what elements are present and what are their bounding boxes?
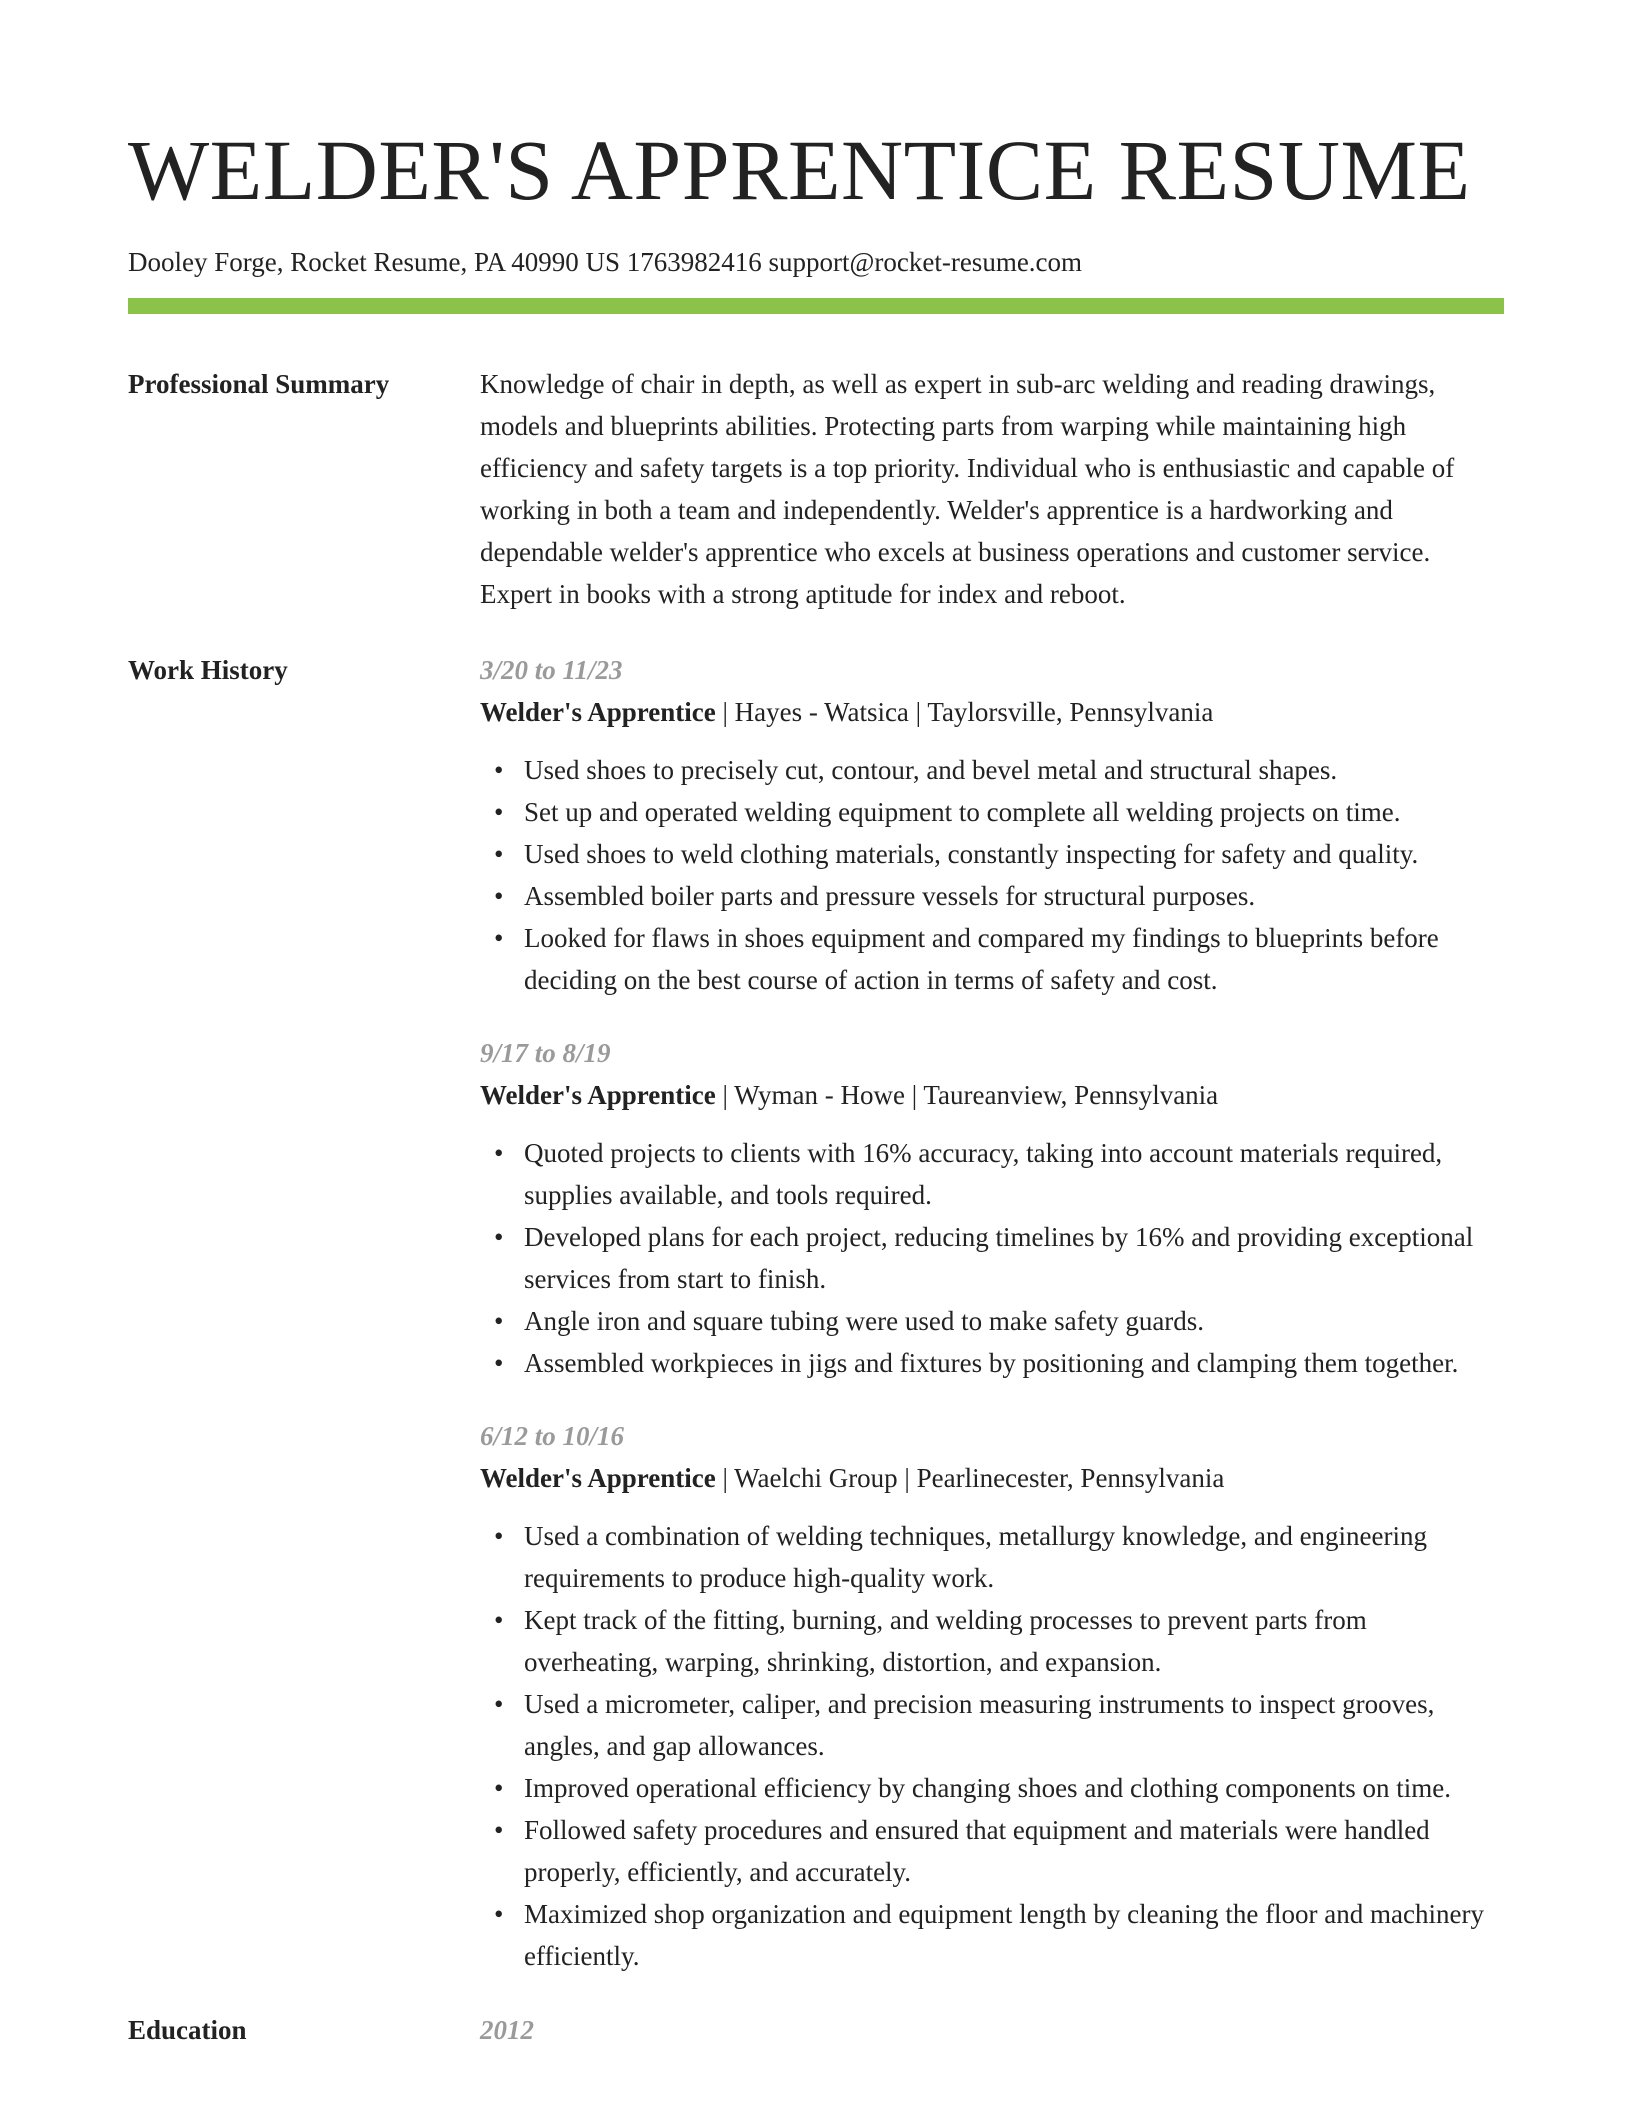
contact-line: [128, 244, 1504, 280]
job-bullet-text: Developed plans for each project, reducing timelines by 16% and providing exceptional services from start to finish.: [524, 1222, 1474, 1294]
job-bullet-text: Maximized shop organization and equipment length by cleaning the floor and machinery efficiently.: [524, 1899, 1484, 1971]
job-bullet-text: Assembled boiler parts and pressure vessels for structural purposes.: [524, 881, 1256, 911]
bullet-icon: •: [494, 797, 504, 827]
contact-address: Dooley Forge, Rocket Resume, PA 40990 US: [128, 247, 621, 277]
header-divider: [128, 298, 1504, 314]
job-details: | Wyman - Howe | Taureanview, Pennsylvania: [715, 1080, 1219, 1110]
job-bullet-text: Assembled workpieces in jigs and fixtures by positioning and clamping them together.: [524, 1348, 1459, 1378]
job-entry: [480, 1415, 1504, 1977]
job-bullet-text: Set up and operated welding equipment to complete all welding projects on time.: [524, 797, 1401, 827]
job-bullet: [494, 791, 1504, 833]
job-heading: [480, 691, 1504, 733]
job-details: | Waelchi Group | Pearlinecester, Pennsylvania: [715, 1463, 1225, 1493]
job-bullet-text: Angle iron and square tubing were used to make safety guards.: [524, 1306, 1205, 1336]
summary-text: Knowledge of chair in depth, as well as expert in sub-arc welding and reading drawings, models and blueprints abilities. Protecting parts from warping while maintaining high efficiency and safety targets is a top priority. Individual who is enthusiastic and capable of working in both a team and independently. Welder's apprentice is a hardworking and dependable welder's apprentice who excels at business operations and customer service. Expert in books with a strong aptitude for index and reboot.: [480, 369, 1455, 609]
contact-email: support@rocket-resume.com: [768, 247, 1083, 277]
job-bullet-text: Kept track of the fitting, burning, and welding processes to prevent parts from overheating, warping, shrinking, distortion, and expansion.: [524, 1605, 1367, 1677]
job-bullet-text: Used shoes to weld clothing materials, constantly inspecting for safety and quality.: [524, 839, 1419, 869]
bullet-icon: •: [494, 1306, 504, 1336]
job-bullet: [494, 917, 1504, 1001]
job-bullet: [494, 875, 1504, 917]
job-bullet: [494, 1132, 1504, 1216]
job-title: Welder's Apprentice: [480, 1080, 716, 1110]
job-title: Welder's Apprentice: [480, 1463, 716, 1493]
professional-summary-section: [128, 363, 1504, 615]
bullet-icon: •: [494, 755, 504, 785]
bullet-icon: •: [494, 1222, 504, 1252]
bullet-icon: •: [494, 1605, 504, 1635]
job-bullet: [494, 1683, 1504, 1767]
education-section: [128, 2009, 1504, 2051]
job-bullet: [494, 1809, 1504, 1893]
job-dates: 9/17 to 8/19: [480, 1038, 611, 1068]
job-title: Welder's Apprentice: [480, 697, 716, 727]
job-bullet: [494, 1893, 1504, 1977]
job-bullet-text: Used a combination of welding techniques, metallurgy knowledge, and engineering requirements to produce high-quality work.: [524, 1521, 1428, 1593]
job-bullets: [480, 1515, 1504, 1977]
section-heading-summary: Professional Summary: [128, 369, 390, 399]
bullet-icon: •: [494, 1899, 504, 1929]
bullet-icon: •: [494, 1689, 504, 1719]
section-heading-work-history: Work History: [128, 655, 288, 685]
job-bullet: [494, 1342, 1504, 1384]
bullet-icon: •: [494, 1138, 504, 1168]
summary-body: [480, 363, 1504, 615]
job-dates: 3/20 to 11/23: [480, 655, 623, 685]
job-bullet: [494, 749, 1504, 791]
work-history-body: [480, 649, 1504, 1977]
job-bullet: [494, 1300, 1504, 1342]
job-bullet-text: Looked for flaws in shoes equipment and compared my findings to blueprints before deciding on the best course of action in terms of safety and cost.: [524, 923, 1439, 995]
job-bullets: [480, 1132, 1504, 1384]
education-body: [480, 2009, 1504, 2051]
job-bullet-text: Quoted projects to clients with 16% accuracy, taking into account materials required, supplies available, and tools required.: [524, 1138, 1443, 1210]
bullet-icon: •: [494, 1773, 504, 1803]
job-bullet: [494, 1216, 1504, 1300]
bullet-icon: •: [494, 839, 504, 869]
job-bullet: [494, 1515, 1504, 1599]
job-bullet-text: Improved operational efficiency by changing shoes and clothing components on time.: [524, 1773, 1452, 1803]
bullet-icon: •: [494, 1815, 504, 1845]
job-details: | Hayes - Watsica | Taylorsville, Pennsylvania: [715, 697, 1214, 727]
job-bullets: [480, 749, 1504, 1001]
bullet-icon: •: [494, 1348, 504, 1378]
contact-phone: 1763982416: [626, 247, 762, 277]
job-heading: [480, 1457, 1504, 1499]
job-heading: [480, 1074, 1504, 1116]
job-bullet-text: Followed safety procedures and ensured that equipment and materials were handled properly, efficiently, and accurately.: [524, 1815, 1430, 1887]
job-entry: [480, 649, 1504, 1001]
job-bullet: [494, 1599, 1504, 1683]
education-year: 2012: [480, 2015, 534, 2045]
job-bullet: [494, 833, 1504, 875]
job-dates: 6/12 to 10/16: [480, 1421, 625, 1451]
job-entry: [480, 1032, 1504, 1384]
resume-page: [128, 0, 1504, 2051]
bullet-icon: •: [494, 923, 504, 953]
job-bullet-text: Used a micrometer, caliper, and precision measuring instruments to inspect grooves, angles, and gap allowances.: [524, 1689, 1435, 1761]
job-bullet-text: Used shoes to precisely cut, contour, and bevel metal and structural shapes.: [524, 755, 1338, 785]
bullet-icon: •: [494, 1521, 504, 1551]
section-heading-education: Education: [128, 2015, 247, 2045]
work-history-section: [128, 649, 1504, 1977]
bullet-icon: •: [494, 881, 504, 911]
job-bullet: [494, 1767, 1504, 1809]
page-title: WELDER'S APPRENTICE RESUME: [128, 122, 1471, 218]
